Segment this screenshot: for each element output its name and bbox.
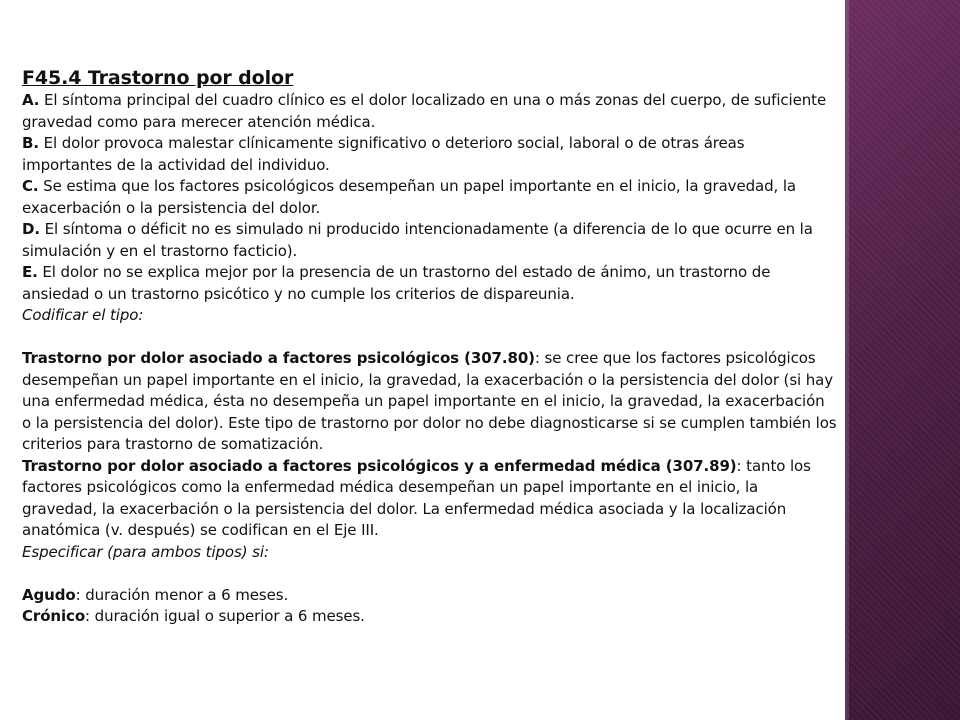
criterion-letter: D. (22, 220, 40, 238)
spacer (22, 563, 837, 585)
criterion-letter: E. (22, 263, 38, 281)
specifier-name: Crónico (22, 607, 86, 625)
codify-label: Codificar el tipo: (22, 306, 144, 324)
type-psychological (22, 348, 837, 456)
type-text: : tanto los factores psicológicos como la enfermedad médica desempeñan un papel importante en el inicio, la gravedad, la exacerbación o la persistencia del dolor. La enfermedad médica asociada y la localización anatómica (v. después) se codifican en el Eje III. (22, 456, 811, 539)
specify-label: Especificar (para ambos tipos) si: (22, 542, 269, 561)
specifier-text: : duración menor a 6 meses. (75, 585, 289, 604)
type-text: : se cree que los factores psicológicos desempeñan un papel importante en el inicio, la gravedad, la exacerbación o la persistencia del dolor (si hay una enfermedad médica, ésta no desempeña un papel importante en el inicio, la gravedad, la exacerbación o la persistencia del dolor). Este tipo de trastorno por dolor no debe diagnosticarse si se cumplen también los criterios para trastorno de somatización. (22, 349, 837, 453)
specifier-acute (22, 585, 837, 607)
type-psychological-medical (22, 456, 837, 542)
specifier-name: Agudo (22, 585, 76, 604)
type-name: Trastorno por dolor asociado a factores psicológicos (307.80) (22, 349, 535, 367)
decorative-side-panel (845, 0, 960, 720)
criterion-d (22, 219, 837, 262)
criterion-text: El dolor no se explica mejor por la presencia de un trastorno del estado de ánimo, un trastorno de ansiedad o un trastorno psicótico y no cumple los criterios de dispareunia. (22, 263, 771, 303)
slide-title: F45.4 Trastorno por dolor (22, 67, 294, 89)
slide-content (22, 66, 837, 628)
criterion-text: El síntoma principal del cuadro clínico es el dolor localizado en una o más zonas del cuerpo, de suficiente gravedad como para merecer atención médica. (22, 91, 827, 131)
specifier-chronic (22, 606, 837, 628)
criterion-text: El síntoma o déficit no es simulado ni producido intencionadamente (a diferencia de lo que ocurre en la simulación y en el trastorno facticio). (22, 220, 813, 260)
criterion-letter: B. (22, 134, 39, 152)
specifier-text: : duración igual o superior a 6 meses. (85, 607, 365, 625)
criterion-b (22, 133, 837, 176)
criterion-a (22, 90, 837, 133)
type-name: Trastorno por dolor asociado a factores psicológicos y a enfermedad médica (307.89) (22, 456, 737, 475)
criterion-letter: C. (22, 177, 39, 195)
criterion-e (22, 262, 837, 305)
criterion-text: Se estima que los factores psicológicos desempeñan un papel importante en el inicio, la gravedad, la exacerbación o la persistencia del dolor. (22, 177, 797, 217)
criterion-c (22, 176, 837, 219)
spacer (22, 327, 837, 349)
criterion-letter: A. (22, 91, 40, 109)
criterion-text: El dolor provoca malestar clínicamente significativo o deterioro social, laboral o de otras áreas importantes de la actividad del individuo. (22, 134, 745, 174)
